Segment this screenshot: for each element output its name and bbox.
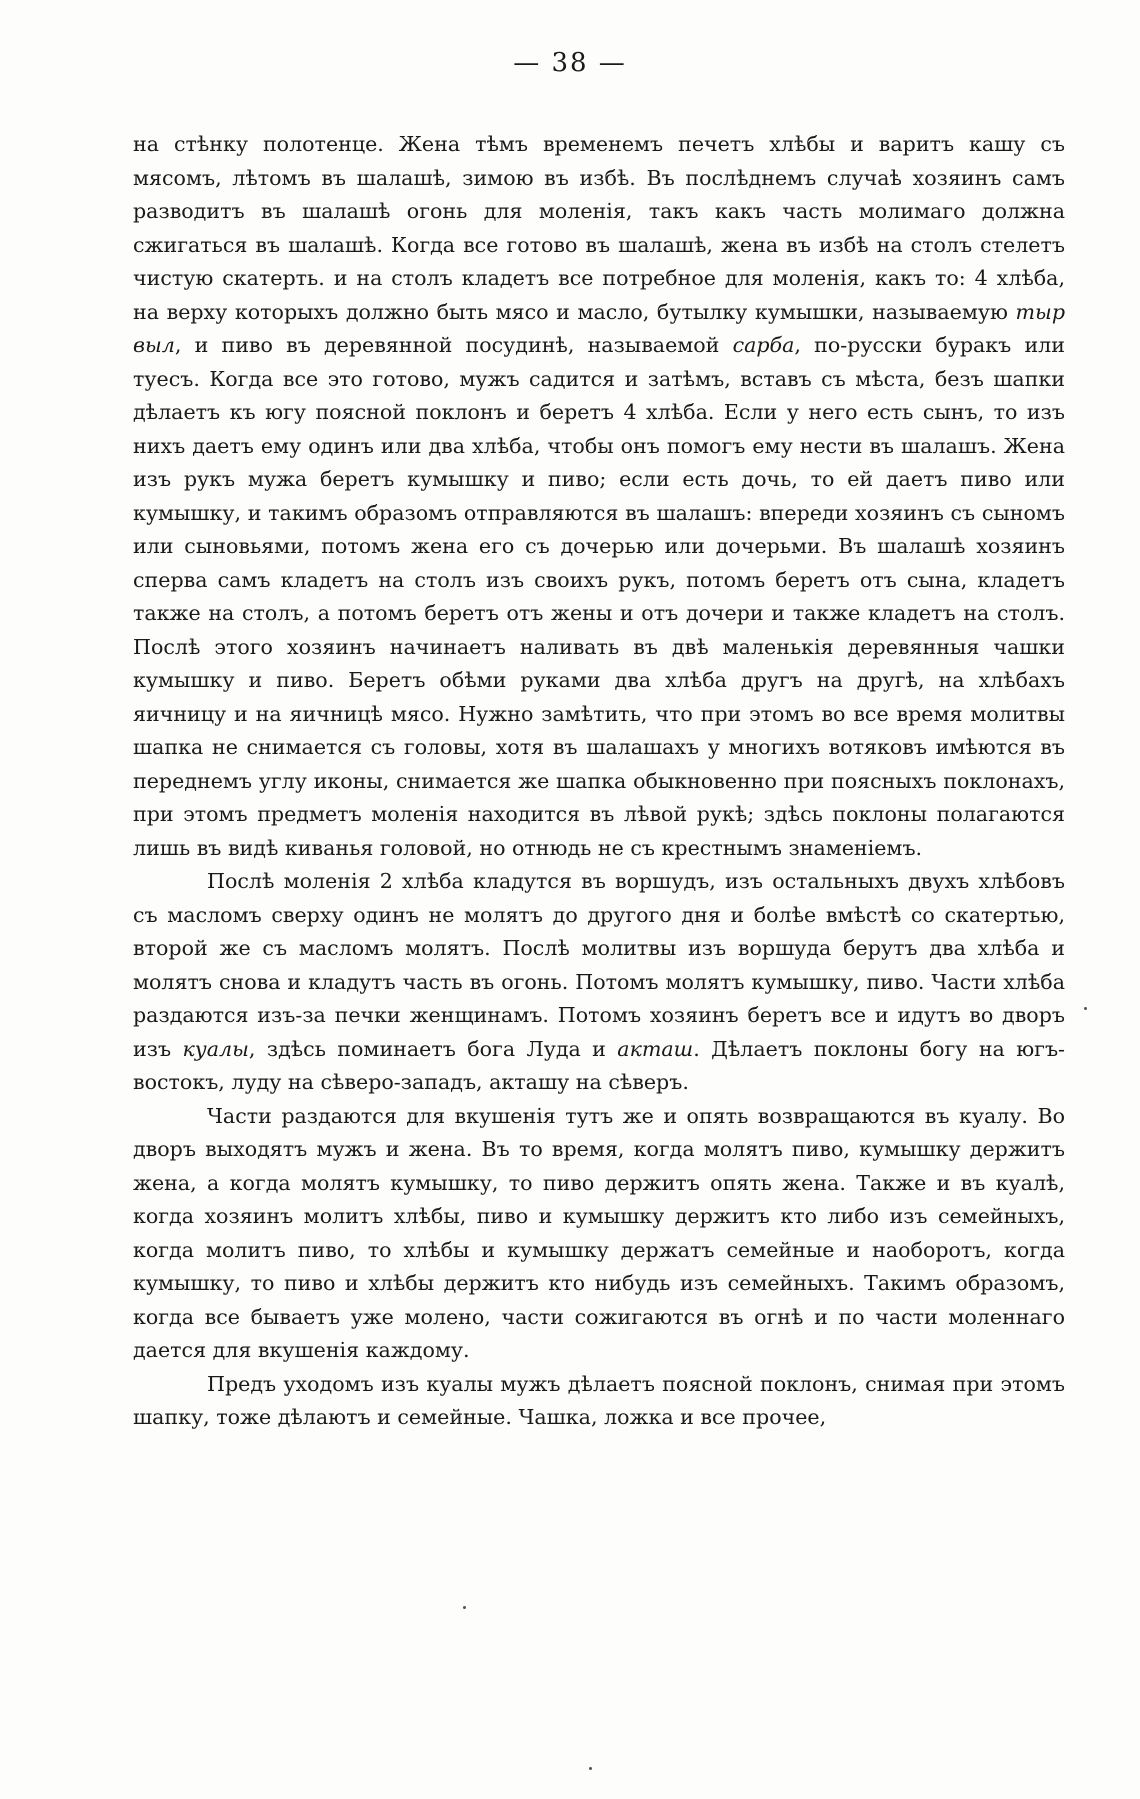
text-run: , по-русски буракъ или туесъ. Когда все это готово, мужъ садится и затѣмъ, вставъ съ мѣста, безъ шапки дѣлаетъ къ югу поясной поклонъ и беретъ 4 хлѣба. Если у него есть сынъ, то изъ нихъ даетъ ему одинъ или два хлѣба, чтобы онъ помогъ ему нести въ шалашъ. Жена изъ рукъ мужа беретъ кумышку и пиво; если есть дочь, то ей даетъ пиво или кумышку, и такимъ образомъ отправляются въ шалашъ: впереди хозяинъ съ сыномъ или сыновьями, потомъ жена его съ дочерью или дочерьми. Въ шалашѣ хозяинъ сперва самъ кладетъ на столъ изъ своихъ рукъ, потомъ беретъ отъ сына, кладетъ также на столъ, а потомъ беретъ отъ жены и отъ дочери и также кладетъ на столъ. Послѣ этого хозяинъ начинаетъ наливать въ двѣ маленькія деревянныя чашки кумышку и пиво. Беретъ обѣми руками два хлѣба другъ на другѣ, на хлѣбахъ яичницу и на яичницѣ мясо. Нужно замѣтить, что при этомъ во все время молитвы шапка не снимается съ головы, хотя въ шалашахъ у многихъ вотяковъ имѣются въ переднемъ углу иконы, снимается же шапка обыкновенно при поясныхъ поклонахъ, при этомъ предметъ моленія находится въ лѣвой рукѣ; здѣсь поклоны полагаются лишь въ видѣ киванья головой, но отнюдь не съ крестнымъ знаменіемъ. <box>133 333 1065 860</box>
print-speck <box>589 1767 592 1770</box>
body-text <box>133 128 1065 1435</box>
text-run: на стѣнку полотенце. Жена тѣмъ временемъ печетъ хлѣбы и варитъ кашу съ мясомъ, лѣтомъ въ шалашѣ, зимою въ избѣ. Въ послѣднемъ случаѣ хозяинъ самъ разводитъ въ шалашѣ огонь для моленія, такъ какъ часть молимаго должна сжигаться въ шалашѣ. Когда все готово въ шалашѣ, жена въ избѣ на столъ стелетъ чистую скатерть. и на столъ кладетъ все потребное для моленія, какъ то: 4 хлѣба, на верху которыхъ должно быть мясо и масло, бутылку кумышки, называемую <box>133 132 1065 324</box>
text-run: Послѣ моленія 2 хлѣба кладутся въ воршудъ, изъ остальныхъ двухъ хлѣбовъ съ масломъ сверху одинъ не молятъ до другого дня и болѣе вмѣстѣ со скатертью, второй же съ масломъ молятъ. Послѣ молитвы изъ воршуда берутъ два хлѣба и молятъ снова и кладутъ часть въ огонь. Потомъ молятъ кумышку, пиво. Части хлѣба раздаются изъ-за печки женщинамъ. Потомъ хозяинъ беретъ все и идутъ во дворъ изъ <box>133 869 1065 1061</box>
text-run: Предъ уходомъ изъ куалы мужъ дѣлаетъ поясной поклонъ, снимая при этомъ шапку, тоже дѣлаютъ и семейные. Чашка, ложка и все прочее, <box>133 1371 1065 1429</box>
page-number: — 38 — <box>513 48 627 78</box>
text-run: , здѣсь поминаетъ бога Луда и <box>248 1036 618 1061</box>
text-run: , и пиво въ деревянной посудинѣ, называемой <box>174 333 733 357</box>
italic-term: сарба <box>732 333 795 357</box>
paragraph <box>133 1368 1065 1435</box>
paragraph <box>133 128 1065 865</box>
print-speck <box>1084 1007 1087 1010</box>
italic-term: тыр выл <box>133 299 1065 357</box>
paragraph <box>133 1100 1065 1368</box>
text-run: . Дѣлаетъ поклоны богу на югъ-востокъ, луду на сѣверо-западъ, акташу на сѣверъ. <box>133 1036 1065 1094</box>
italic-term: акташ <box>617 1036 694 1061</box>
italic-term: куалы <box>182 1036 249 1061</box>
paragraph <box>133 865 1065 1100</box>
print-speck <box>463 1606 466 1609</box>
text-run: Части раздаются для вкушенія тутъ же и опять возвращаются въ куалу. Во дворъ выходятъ мужъ и жена. Въ то время, когда молятъ пиво, кумышку держитъ жена, а когда молятъ кумышку, то пиво держитъ опять жена. Также и въ куалѣ, когда хозяинъ молитъ хлѣбы, пиво и кумышку держитъ кто либо изъ семейныхъ, когда молитъ пиво, то хлѣбы и кумышку держатъ семейные и наоборотъ, когда кумышку, то пиво и хлѣбы держитъ кто нибудь изъ семейныхъ. Такимъ образомъ, когда все бываетъ уже молено, части сожигаются въ огнѣ и по части моленнаго дается для вкушенія каждому. <box>133 1103 1065 1362</box>
